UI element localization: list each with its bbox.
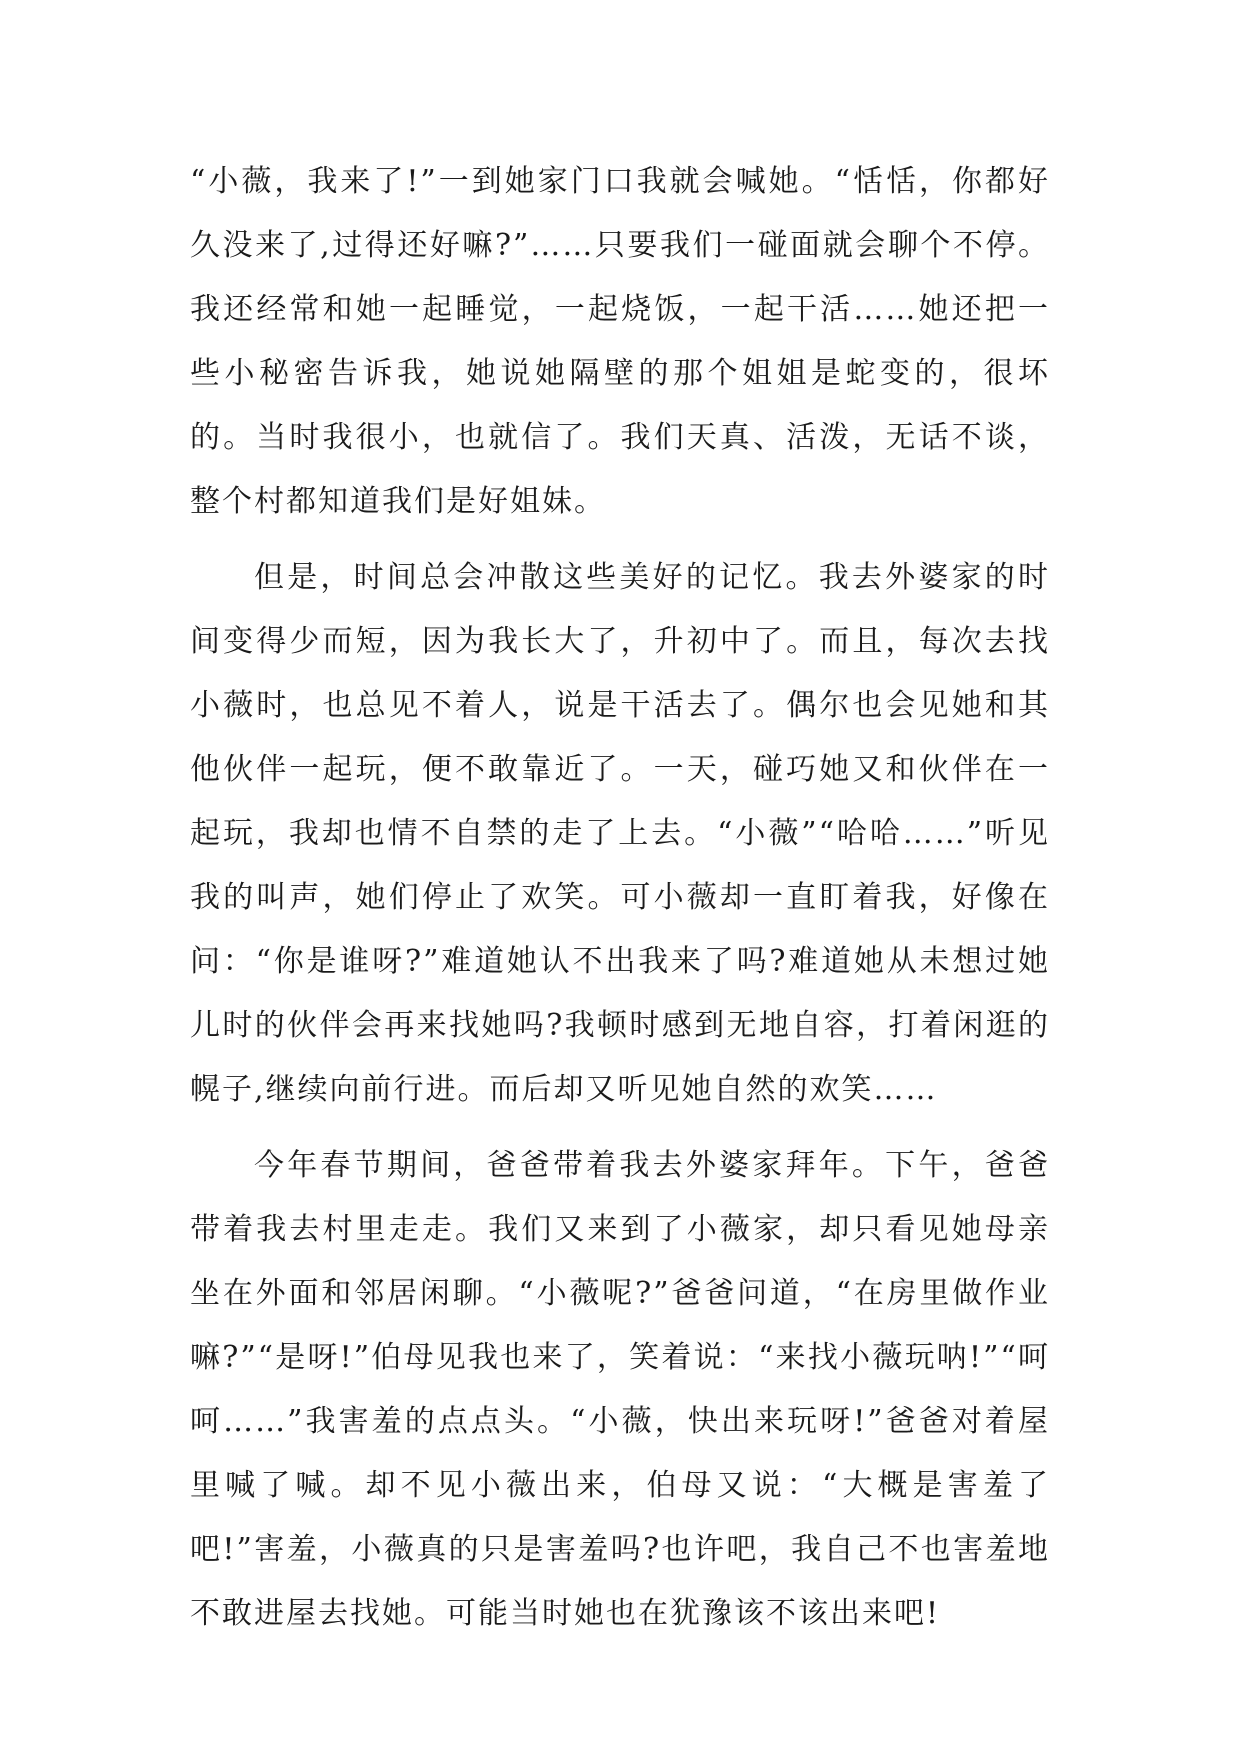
paragraph-1: “小薇，我来了!”一到她家门口我就会喊她。“恬恬，你都好久没来了,过得还好嘛?”……只要我们一碰面就会聊个不停。我还经常和她一起睡觉，一起烧饭，一起干活……她还把一些小秘密告诉我，她说她隔壁的那个姐姐是蛇变的，很坏的。当时我很小，也就信了。我们天真、活泼，无话不谈，整个村都知道我们是好姐妹。 [190,164,1050,519]
paragraph-2: 但是，时间总会冲散这些美好的记忆。我去外婆家的时间变得少而短，因为我长大了，升初中了。而且，每次去找小薇时，也总见不着人，说是干活去了。偶尔也会见她和其他伙伴一起玩，便不敢靠近了。一天，碰巧她又和伙伴在一起玩，我却也情不自禁的走了上去。“小薇”“哈哈……”听见我的叫声，她们停止了欢笑。可小薇却一直盯着我，好像在问：“你是谁呀?”难道她认不出我来了吗?难道她从未想过她儿时的伙伴会再来找她吗?我顿时感到无地自容，打着闲逛的幌子,继续向前行进。而后却又听见她自然的欢笑…… [190,560,1050,1107]
paragraph-3: 今年春节期间，爸爸带着我去外婆家拜年。下午，爸爸带着我去村里走走。我们又来到了小薇家，却只看见她母亲坐在外面和邻居闲聊。“小薇呢?”爸爸问道，“在房里做作业嘛?”“是呀!”伯母见我也来了，笑着说：“来找小薇玩呐!”“呵呵……”我害羞的点点头。“小薇，快出来玩呀!”爸爸对着屋里喊了喊。却不见小薇出来，伯母又说：“大概是害羞了吧!”害羞，小薇真的只是害羞吗?也许吧，我自己不也害羞地不敢进屋去找她。可能当时她也在犹豫该不该出来吧! [190,1148,1050,1631]
document-page [190,150,1050,1646]
